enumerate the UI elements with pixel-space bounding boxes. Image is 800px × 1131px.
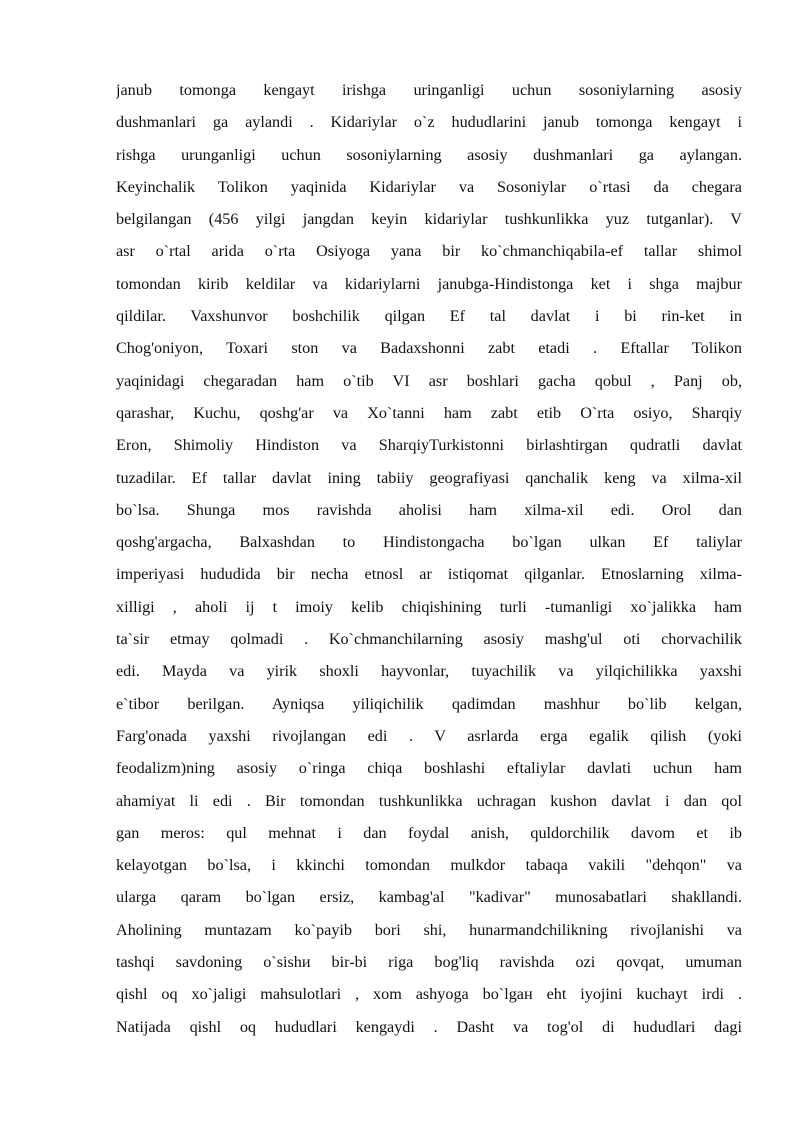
text-line: ahamiyat li edi . Bir tomondan tushkunlikka uchragan kushon davlat i dan qol bbox=[116, 791, 742, 810]
text-line: qishl oq xo`jaligi mahsulotlari , xom ashyoga bo`lgaн eht iyojini kuchayt irdi . bbox=[116, 985, 742, 1004]
text-line: qildilar. Vaxshunvor boshchilik qilgan Ef tal davlat i bi rin-ket in bbox=[116, 307, 742, 326]
text-line: rishga urunganligi uchun sosoniylarning asosiy dushmanlari ga aylangan. bbox=[116, 145, 742, 164]
text-line: belgilangan (456 yilgi jangdan keyin kidariylar tushkunlikka yuz tutganlar). V bbox=[116, 210, 742, 229]
text-line: ta`sir etmay qolmadi . Ko`chmanchilarning asosiy mashg'ul oti chorvachilik bbox=[116, 630, 742, 649]
text-line: Aholining muntazam ko`payib bori shi, hunarmandchilikning rivojlanishi va bbox=[116, 920, 742, 939]
text-line: dushmanlari ga aylandi . Kidariylar o`z hududlarini janub tomonga kengayt i bbox=[116, 113, 742, 132]
text-line: kelayotgan bo`lsa, i kkinchi tomondan mulkdor tabaqa vakili "dehqon" va bbox=[116, 856, 742, 875]
text-line: ularga qaram bo`lgan ersiz, kambag'al "kadivar" munosabatlari shakllandi. bbox=[116, 888, 742, 907]
text-line: e`tibor berilgan. Ayniqsa yiliqichilik qadimdan mashhur bo`lib kelgan, bbox=[116, 694, 742, 713]
text-line: Natijada qishl oq hududlari kengaydi . Dasht va tog'ol di hududlari dagi bbox=[116, 1017, 742, 1036]
text-line: tuzadilar. Ef tallar davlat ining tabiiy geografiyasi qanchalik keng va xilma-xil bbox=[116, 468, 742, 487]
text-line: tomondan kirib keldilar va kidariylarni janubga-Hindistonga ket i shga majbur bbox=[116, 274, 742, 293]
text-line: Keyinchalik Tolikon yaqinida Kidariylar va Sosoniylar o`rtasi da chegara bbox=[116, 177, 742, 196]
text-line: xilligi , aholi ij t imoiy kelib chiqishining turli -tumanligi xo`jalikka ham bbox=[116, 597, 742, 616]
text-line: imperiyasi hududida bir necha etnosl ar istiqomat qilganlar. Etnoslarning xilma- bbox=[116, 565, 742, 584]
text-line: gan meros: qul mehnat i dan foydal anish, quldorchilik davom et ib bbox=[116, 823, 742, 842]
text-line: feodalizm)ning asosiy o`ringa chiqa boshlashi eftaliylar davlati uchun ham bbox=[116, 759, 742, 778]
text-line: janub tomonga kengayt irishga uringanligi uchun sosoniylarning asosiy bbox=[116, 81, 742, 99]
text-line: Farg'onada yaxshi rivojlangan edi . V asrlarda erga egalik qilish (yoki bbox=[116, 726, 742, 745]
text-line: edi. Mayda va yirik shoxli hayvonlar, tuyachilik va yilqichilikka yaxshi bbox=[116, 662, 742, 681]
text-line: Eron, Shimoliy Hindiston va SharqiyTurkistonni birlashtirgan qudratli davlat bbox=[116, 436, 742, 455]
text-line: tashqi savdoning o`sishи bir-bi riga bog'liq ravishda ozi qovqat, umuman bbox=[116, 953, 742, 972]
text-line: yaqinidagi chegaradan ham o`tib VI asr boshlari gacha qobul , Panj ob, bbox=[116, 371, 742, 390]
document-page bbox=[116, 74, 742, 1043]
text-line: bo`lsa. Shunga mos ravishda aholisi ham xilma-xil edi. Orol dan bbox=[116, 500, 742, 519]
text-line: qarashar, Kuchu, qoshg'ar va Xo`tanni ham zabt etib O`rta osiyo, Sharqiy bbox=[116, 403, 742, 422]
text-line: asr o`rtal arida o`rta Osiyoga yana bir ko`chmanchiqabila-ef tallar shimol bbox=[116, 242, 742, 261]
text-line: qoshg'argacha, Balxashdan to Hindistongacha bo`lgan ulkan Ef taliylar bbox=[116, 533, 742, 552]
text-line: Chog'oniyon, Toxari ston va Badaxshonni zabt etadi . Eftallar Tolikon bbox=[116, 339, 742, 358]
